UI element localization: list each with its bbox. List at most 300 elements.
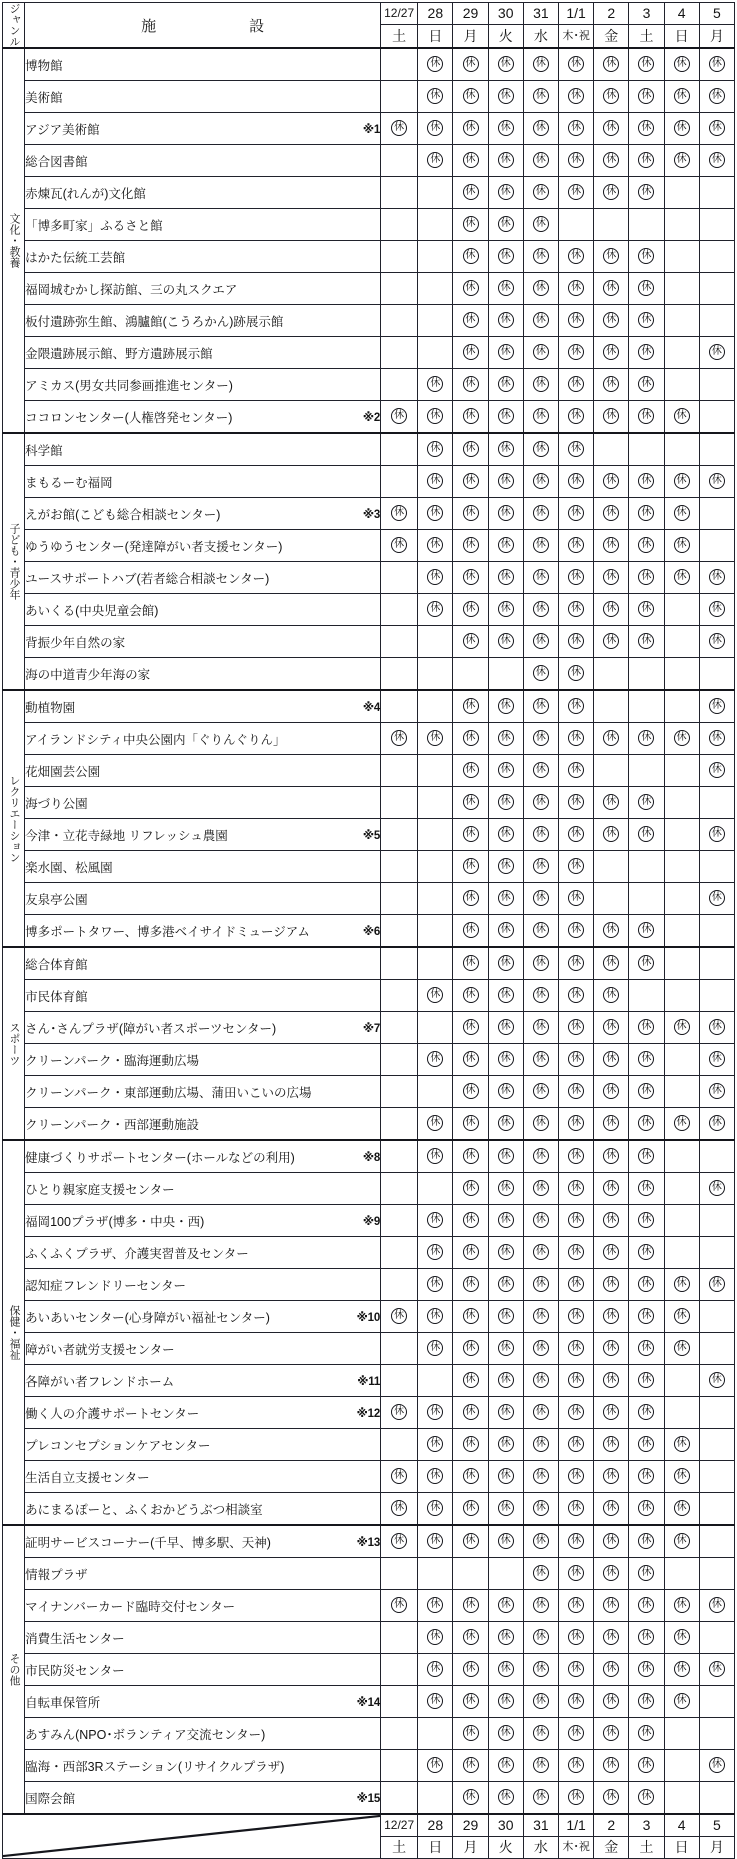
closed-mark-cell — [488, 1205, 523, 1237]
table-row — [3, 530, 735, 562]
closed-mark-cell — [523, 1525, 558, 1558]
open-cell — [381, 145, 418, 177]
table-row — [3, 145, 735, 177]
closed-mark-cell — [453, 113, 488, 145]
facility-name: 今津・立花寺緑地 リフレッシュ農園 — [25, 828, 228, 843]
closed-mark-cell — [418, 1140, 453, 1173]
closed-icon: 休 — [603, 1180, 619, 1196]
footer-date-6: 2 — [594, 1814, 629, 1837]
closed-icon: 休 — [498, 1308, 514, 1324]
closed-icon: 休 — [533, 1180, 549, 1196]
closed-mark-cell — [629, 1750, 664, 1782]
closed-icon: 休 — [463, 569, 479, 585]
closed-icon: 休 — [533, 88, 549, 104]
closed-mark-cell — [418, 1397, 453, 1429]
closed-mark-cell — [629, 819, 664, 851]
facility-name-cell — [25, 1461, 381, 1493]
closed-icon: 休 — [603, 1565, 619, 1581]
closed-icon: 休 — [638, 1276, 654, 1292]
closed-icon: 休 — [427, 569, 443, 585]
closed-icon: 休 — [568, 408, 584, 424]
facility-name-cell — [25, 947, 381, 980]
open-cell — [381, 305, 418, 337]
closed-mark-cell — [629, 1622, 664, 1654]
open-cell — [699, 1237, 734, 1269]
open-cell — [699, 1397, 734, 1429]
closed-mark-cell — [664, 1429, 699, 1461]
closed-icon: 休 — [463, 1244, 479, 1260]
closed-mark-cell — [559, 81, 594, 113]
closed-icon: 休 — [638, 1244, 654, 1260]
open-cell — [664, 305, 699, 337]
closed-mark-cell — [559, 1686, 594, 1718]
closed-icon: 休 — [533, 1148, 549, 1164]
closed-mark-cell — [381, 530, 418, 562]
table-row — [3, 883, 735, 915]
closed-mark-cell — [699, 1012, 734, 1044]
closed-mark-cell — [488, 1429, 523, 1461]
closed-icon: 休 — [603, 88, 619, 104]
footer-date-3: 30 — [488, 1814, 523, 1837]
closed-mark-cell — [523, 1654, 558, 1686]
open-cell — [594, 690, 629, 723]
open-cell — [629, 690, 664, 723]
closed-mark-cell — [488, 594, 523, 626]
closed-mark-cell — [488, 883, 523, 915]
open-cell — [664, 1750, 699, 1782]
closed-mark-cell — [629, 594, 664, 626]
closed-icon: 休 — [638, 1597, 654, 1613]
closed-icon: 休 — [533, 248, 549, 264]
closed-icon: 休 — [568, 987, 584, 1003]
closed-mark-cell — [453, 177, 488, 209]
closed-mark-cell — [453, 562, 488, 594]
closed-mark-cell — [523, 723, 558, 755]
closed-icon: 休 — [533, 762, 549, 778]
closed-mark-cell — [594, 1654, 629, 1686]
closed-mark-cell — [453, 1044, 488, 1076]
open-cell — [418, 787, 453, 819]
closed-mark-cell — [699, 1365, 734, 1397]
closed-icon: 休 — [638, 955, 654, 971]
closed-icon: 休 — [603, 1051, 619, 1067]
closed-icon: 休 — [498, 987, 514, 1003]
closed-icon: 休 — [498, 152, 514, 168]
closed-mark-cell — [488, 1269, 523, 1301]
open-cell — [594, 209, 629, 241]
facility-name-cell — [25, 1686, 381, 1718]
closed-icon: 休 — [568, 1533, 584, 1549]
closed-mark-cell — [453, 1622, 488, 1654]
table-row — [3, 1173, 735, 1205]
closed-icon: 休 — [709, 1372, 725, 1388]
closed-mark-cell — [488, 48, 523, 81]
open-cell — [664, 980, 699, 1012]
open-cell — [699, 1686, 734, 1718]
closed-mark-cell — [629, 1140, 664, 1173]
open-cell — [381, 787, 418, 819]
closed-mark-cell — [629, 1525, 664, 1558]
closed-icon: 休 — [638, 1212, 654, 1228]
open-cell — [629, 755, 664, 787]
footer-dow-6: 金 — [594, 1837, 629, 1859]
open-cell — [699, 787, 734, 819]
closed-icon: 休 — [638, 184, 654, 200]
table-row — [3, 723, 735, 755]
closed-mark-cell — [453, 369, 488, 401]
facility-name: 総合図書館 — [25, 154, 88, 169]
closed-icon: 休 — [427, 537, 443, 553]
closed-icon: 休 — [463, 1661, 479, 1677]
open-cell — [699, 947, 734, 980]
closed-mark-cell — [594, 177, 629, 209]
closed-mark-cell — [664, 1654, 699, 1686]
closed-mark-cell — [559, 337, 594, 369]
table-row — [3, 1269, 735, 1301]
closed-icon: 休 — [463, 1468, 479, 1484]
closed-icon: 休 — [533, 955, 549, 971]
open-cell — [418, 819, 453, 851]
closed-icon: 休 — [427, 1051, 443, 1067]
closed-mark-cell — [523, 145, 558, 177]
closed-icon: 休 — [533, 890, 549, 906]
closed-mark-cell — [629, 1237, 664, 1269]
table-row — [3, 819, 735, 851]
closed-icon: 休 — [568, 56, 584, 72]
closed-mark-cell — [559, 273, 594, 305]
facility-name-cell — [25, 1718, 381, 1750]
closed-mark-cell — [523, 1044, 558, 1076]
closed-mark-cell — [523, 466, 558, 498]
facility-name-cell — [25, 177, 381, 209]
closed-mark-cell — [453, 433, 488, 466]
closed-mark-cell — [488, 337, 523, 369]
open-cell — [664, 273, 699, 305]
closed-icon: 休 — [638, 826, 654, 842]
closed-mark-cell — [559, 530, 594, 562]
closed-icon: 休 — [427, 1404, 443, 1420]
closed-icon: 休 — [638, 1148, 654, 1164]
header-date-7: 3 — [629, 3, 664, 25]
closed-mark-cell — [453, 1590, 488, 1622]
closed-mark-cell — [453, 1429, 488, 1461]
closed-icon: 休 — [533, 280, 549, 296]
footer-date-4: 31 — [523, 1814, 558, 1837]
open-cell — [381, 1108, 418, 1141]
closed-mark-cell — [453, 1782, 488, 1815]
facility-name: あいくる(中央児童会館) — [25, 603, 159, 618]
footer-dow-8: 日 — [664, 1837, 699, 1859]
table-row — [3, 1782, 735, 1815]
facility-name-cell — [25, 241, 381, 273]
closed-icon: 休 — [638, 312, 654, 328]
table-row — [3, 273, 735, 305]
open-cell — [699, 273, 734, 305]
closed-icon: 休 — [427, 1276, 443, 1292]
closed-mark-cell — [418, 1590, 453, 1622]
table-row — [3, 305, 735, 337]
genre-cell-0 — [3, 48, 25, 433]
closed-icon: 休 — [603, 1404, 619, 1420]
facility-name-cell — [25, 594, 381, 626]
closed-mark-cell — [523, 1622, 558, 1654]
closed-icon: 休 — [638, 1565, 654, 1581]
closed-mark-cell — [664, 401, 699, 434]
closed-icon: 休 — [533, 665, 549, 681]
closed-icon: 休 — [603, 1083, 619, 1099]
facility-footnote-ref: ※3 — [362, 508, 381, 521]
table-row — [3, 1012, 735, 1044]
closed-icon: 休 — [498, 1533, 514, 1549]
closed-mark-cell — [523, 1205, 558, 1237]
closed-mark-cell — [559, 915, 594, 948]
closed-mark-cell — [664, 1012, 699, 1044]
facility-name-cell — [25, 980, 381, 1012]
closed-mark-cell — [488, 626, 523, 658]
open-cell — [664, 337, 699, 369]
closed-mark-cell — [594, 1333, 629, 1365]
closed-icon: 休 — [568, 1597, 584, 1613]
closed-icon: 休 — [427, 1661, 443, 1677]
closed-mark-cell — [559, 1622, 594, 1654]
closed-mark-cell — [453, 401, 488, 434]
facility-name-cell — [25, 145, 381, 177]
closed-mark-cell — [559, 177, 594, 209]
closed-mark-cell — [488, 851, 523, 883]
closed-icon: 休 — [568, 633, 584, 649]
closed-icon: 休 — [603, 826, 619, 842]
closed-icon: 休 — [498, 473, 514, 489]
closed-mark-cell — [523, 1173, 558, 1205]
table-row — [3, 498, 735, 530]
closed-icon: 休 — [568, 922, 584, 938]
closed-mark-cell — [418, 369, 453, 401]
open-cell — [699, 915, 734, 948]
facility-name-cell — [25, 305, 381, 337]
closed-mark-cell — [594, 337, 629, 369]
facility-name-cell — [25, 1397, 381, 1429]
closed-icon: 休 — [638, 1372, 654, 1388]
closed-mark-cell — [523, 1301, 558, 1333]
open-cell — [381, 626, 418, 658]
closed-icon: 休 — [463, 1533, 479, 1549]
closed-mark-cell — [559, 1301, 594, 1333]
closed-mark-cell — [488, 1012, 523, 1044]
open-cell — [418, 273, 453, 305]
open-cell — [629, 209, 664, 241]
closed-mark-cell — [523, 401, 558, 434]
facility-footnote-ref: ※14 — [356, 1696, 381, 1709]
closed-mark-cell — [523, 819, 558, 851]
closed-icon: 休 — [533, 1404, 549, 1420]
closed-mark-cell — [699, 1590, 734, 1622]
closed-icon: 休 — [463, 505, 479, 521]
closed-mark-cell — [699, 48, 734, 81]
closed-icon: 休 — [533, 1725, 549, 1741]
closed-icon: 休 — [568, 1340, 584, 1356]
closed-icon: 休 — [498, 1500, 514, 1516]
header-date-0: 12/27 — [381, 3, 418, 25]
closed-icon: 休 — [463, 1212, 479, 1228]
closed-mark-cell — [699, 1108, 734, 1141]
open-cell — [418, 626, 453, 658]
facility-name-cell — [25, 755, 381, 787]
facility-name: 生活自立支援センター — [25, 1470, 150, 1485]
open-cell — [381, 81, 418, 113]
open-cell — [381, 1205, 418, 1237]
header-dow-1: 日 — [418, 25, 453, 48]
closed-icon: 休 — [463, 858, 479, 874]
open-cell — [699, 1558, 734, 1590]
closed-mark-cell — [699, 1044, 734, 1076]
closed-mark-cell — [453, 466, 488, 498]
closed-mark-cell — [488, 1108, 523, 1141]
closed-mark-cell — [594, 1076, 629, 1108]
open-cell — [453, 1558, 488, 1590]
open-cell — [629, 658, 664, 691]
closed-icon: 休 — [463, 1436, 479, 1452]
open-cell — [699, 177, 734, 209]
closed-icon: 休 — [638, 794, 654, 810]
facility-name-cell — [25, 433, 381, 466]
closed-icon: 休 — [568, 890, 584, 906]
closed-mark-cell — [488, 530, 523, 562]
closed-mark-cell — [629, 1782, 664, 1815]
closed-mark-cell — [453, 337, 488, 369]
footer-date-7: 3 — [629, 1814, 664, 1837]
facility-name-cell — [25, 1525, 381, 1558]
closed-icon: 休 — [638, 505, 654, 521]
table-row — [3, 1718, 735, 1750]
open-cell — [381, 1558, 418, 1590]
closed-icon: 休 — [533, 1308, 549, 1324]
closed-mark-cell — [453, 915, 488, 948]
closed-mark-cell — [418, 1205, 453, 1237]
closed-icon: 休 — [427, 730, 443, 746]
closed-icon: 休 — [568, 1244, 584, 1260]
closed-mark-cell — [629, 1076, 664, 1108]
facility-name: 美術館 — [25, 90, 63, 105]
facility-name-cell — [25, 48, 381, 81]
facility-name-cell — [25, 81, 381, 113]
open-cell — [381, 658, 418, 691]
closed-mark-cell — [699, 337, 734, 369]
closed-icon: 休 — [533, 730, 549, 746]
open-cell — [664, 819, 699, 851]
closed-icon: 休 — [533, 1340, 549, 1356]
closed-mark-cell — [453, 1493, 488, 1526]
header-dow-4: 水 — [523, 25, 558, 48]
closed-mark-cell — [594, 530, 629, 562]
closed-icon: 休 — [603, 248, 619, 264]
facility-name: まもるーむ福岡 — [25, 475, 113, 490]
closed-mark-cell — [418, 980, 453, 1012]
facility-name: 福岡100プラザ(博多・中央・西) — [25, 1214, 205, 1229]
open-cell — [381, 1750, 418, 1782]
header-date-8: 4 — [664, 3, 699, 25]
closed-mark-cell — [629, 1365, 664, 1397]
closed-icon: 休 — [533, 1757, 549, 1773]
closed-icon: 休 — [603, 1500, 619, 1516]
closed-mark-cell — [523, 1269, 558, 1301]
open-cell — [381, 1237, 418, 1269]
closed-icon: 休 — [674, 1468, 690, 1484]
closed-mark-cell — [523, 1686, 558, 1718]
closed-mark-cell — [453, 723, 488, 755]
open-cell — [381, 562, 418, 594]
closed-mark-cell — [559, 980, 594, 1012]
closed-icon: 休 — [603, 569, 619, 585]
facility-name-cell — [25, 1205, 381, 1237]
open-cell — [699, 1493, 734, 1526]
closed-icon: 休 — [674, 1693, 690, 1709]
closed-icon: 休 — [603, 1436, 619, 1452]
closed-icon: 休 — [603, 120, 619, 136]
closed-mark-cell — [559, 562, 594, 594]
closed-icon: 休 — [709, 56, 725, 72]
header-date-row — [3, 3, 735, 25]
closed-icon: 休 — [674, 1115, 690, 1131]
table-row — [3, 177, 735, 209]
closed-mark-cell — [418, 1461, 453, 1493]
closed-mark-cell — [699, 690, 734, 723]
header-date-1: 28 — [418, 3, 453, 25]
open-cell — [381, 273, 418, 305]
closed-icon: 休 — [427, 505, 443, 521]
closed-icon: 休 — [427, 1436, 443, 1452]
closed-icon: 休 — [709, 569, 725, 585]
closed-mark-cell — [664, 1686, 699, 1718]
closed-icon: 休 — [603, 730, 619, 746]
facility-name: 板付遺跡弥生館、鴻臚館(こうろかん)跡展示館 — [25, 314, 284, 329]
closed-icon: 休 — [427, 1115, 443, 1131]
closed-mark-cell — [594, 1397, 629, 1429]
closed-mark-cell — [418, 1108, 453, 1141]
closed-icon: 休 — [498, 408, 514, 424]
closed-mark-cell — [559, 1750, 594, 1782]
closed-icon: 休 — [498, 1340, 514, 1356]
closed-mark-cell — [488, 819, 523, 851]
closed-mark-cell — [559, 947, 594, 980]
closed-icon: 休 — [391, 537, 407, 553]
closed-mark-cell — [453, 947, 488, 980]
closed-icon: 休 — [568, 88, 584, 104]
closed-mark-cell — [664, 1108, 699, 1141]
open-cell — [699, 241, 734, 273]
closed-mark-cell — [594, 1365, 629, 1397]
facility-name-cell — [25, 787, 381, 819]
closed-icon: 休 — [463, 601, 479, 617]
closed-icon: 休 — [427, 152, 443, 168]
open-cell — [418, 851, 453, 883]
closed-mark-cell — [523, 787, 558, 819]
closed-icon: 休 — [463, 1340, 479, 1356]
closed-icon: 休 — [674, 730, 690, 746]
open-cell — [664, 594, 699, 626]
closed-icon: 休 — [568, 1468, 584, 1484]
closed-mark-cell — [523, 1558, 558, 1590]
closed-icon: 休 — [498, 248, 514, 264]
closed-icon: 休 — [638, 1019, 654, 1035]
open-cell — [699, 851, 734, 883]
header-date-5: 1/1 — [559, 3, 594, 25]
closed-mark-cell — [453, 1076, 488, 1108]
closed-icon: 休 — [638, 569, 654, 585]
facility-footnote-ref: ※1 — [362, 123, 381, 136]
open-cell — [664, 626, 699, 658]
closed-mark-cell — [523, 1429, 558, 1461]
closed-icon: 休 — [568, 312, 584, 328]
